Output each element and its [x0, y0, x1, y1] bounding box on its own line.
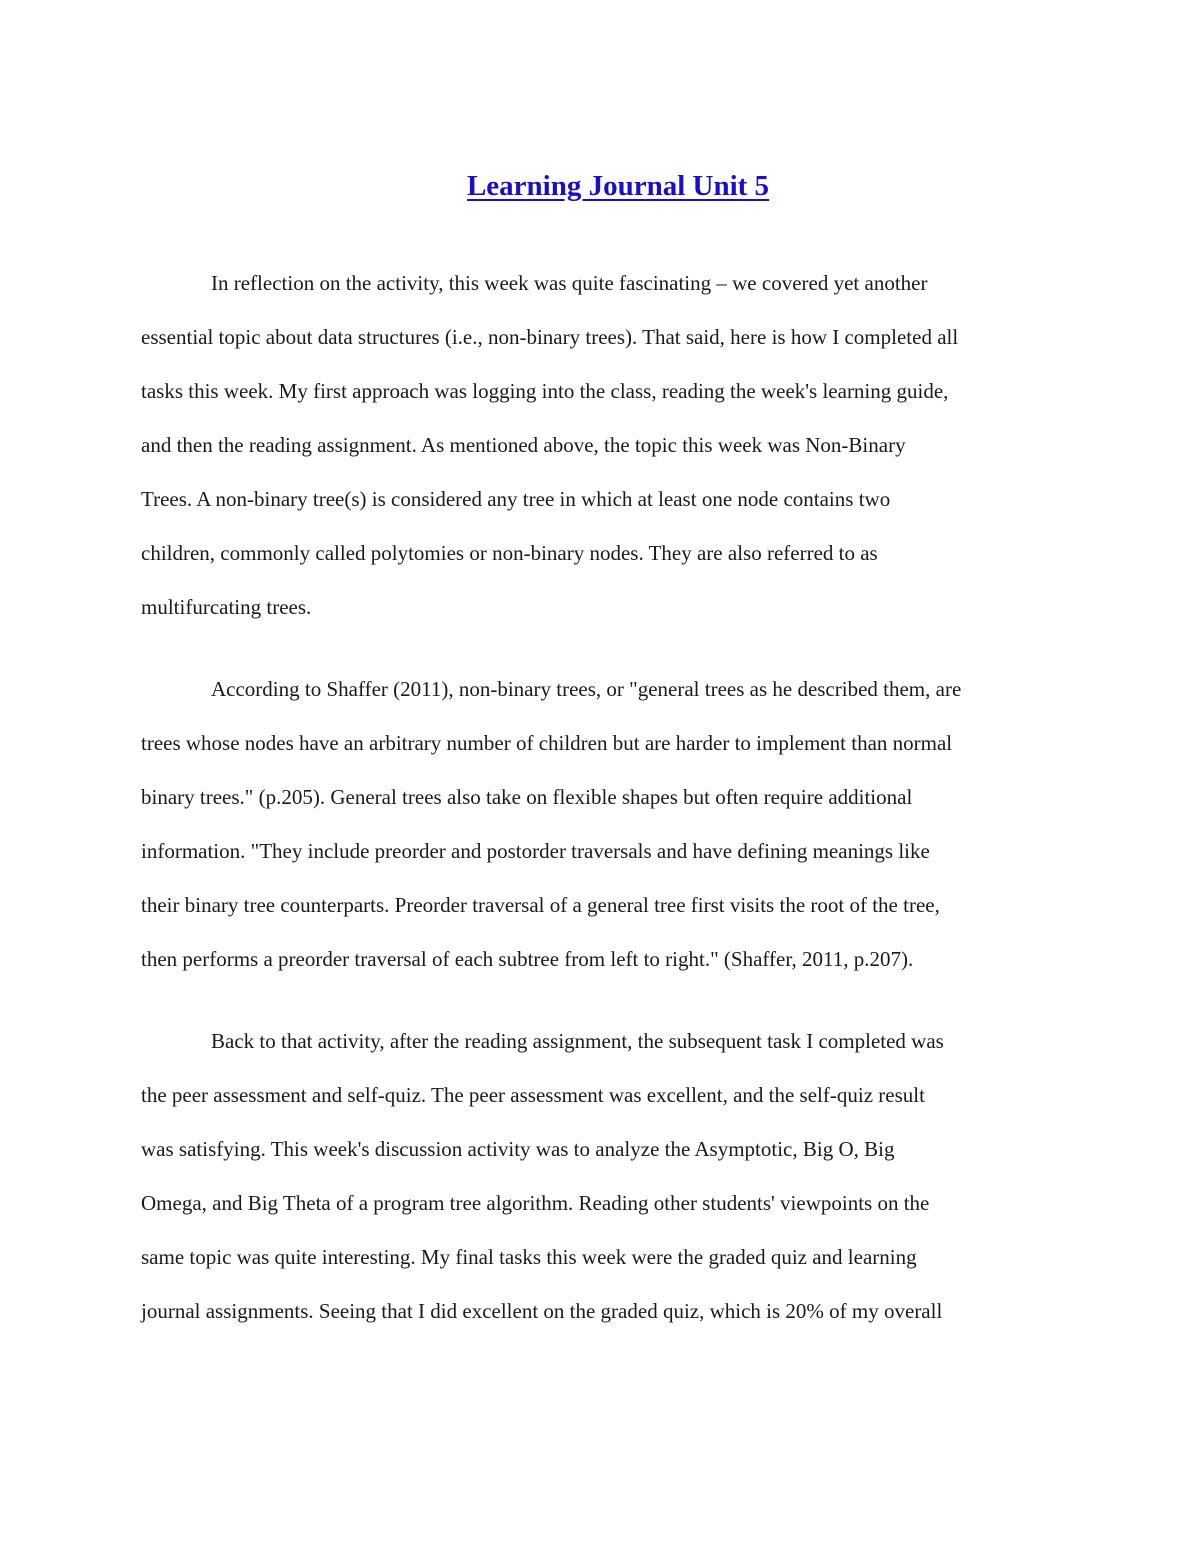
paragraph-line: the peer assessment and self-quiz. The peer assessment was excellent, and the self-quiz result	[141, 1083, 925, 1107]
paragraph-line: and then the reading assignment. As mentioned above, the topic this week was Non-Binary	[141, 433, 906, 457]
paragraph-line: was satisfying. This week's discussion activity was to analyze the Asymptotic, Big O, Big	[141, 1137, 895, 1161]
paragraph-line: essential topic about data structures (i.e., non-binary trees). That said, here is how I completed all	[141, 325, 959, 349]
paragraph-line: Omega, and Big Theta of a program tree algorithm. Reading other students' viewpoints on the	[141, 1191, 930, 1215]
paragraph-line: binary trees." (p.205). General trees also take on flexible shapes but often require additional	[141, 785, 913, 809]
paragraph-line: their binary tree counterparts. Preorder traversal of a general tree first visits the root of the tree,	[141, 893, 940, 917]
page-title	[0, 166, 1200, 206]
paragraph-line: In reflection on the activity, this week was quite fascinating – we covered yet another	[211, 271, 928, 295]
paragraph-line: tasks this week. My first approach was logging into the class, reading the week's learning guide,	[141, 379, 949, 403]
paragraph-line: then performs a preorder traversal of each subtree from left to right." (Shaffer, 2011, p.207).	[141, 947, 914, 971]
paragraph-line: According to Shaffer (2011), non-binary trees, or "general trees as he described them, are	[211, 677, 962, 701]
paragraph-line: trees whose nodes have an arbitrary number of children but are harder to implement than normal	[141, 731, 953, 755]
paragraph-line: Trees. A non-binary tree(s) is considered any tree in which at least one node contains two	[141, 487, 891, 511]
paragraph-line: Back to that activity, after the reading assignment, the subsequent task I completed was	[211, 1029, 944, 1053]
title-link[interactable]: Learning Journal Unit 5	[466, 170, 770, 202]
paragraph-line: multifurcating trees.	[141, 595, 312, 619]
paragraph-line: children, commonly called polytomies or non-binary nodes. They are also referred to as	[141, 541, 878, 565]
paragraph-line: journal assignments. Seeing that I did excellent on the graded quiz, which is 20% of my overall	[141, 1299, 943, 1323]
paragraph-line: same topic was quite interesting. My final tasks this week were the graded quiz and learning	[141, 1245, 917, 1269]
paragraph-line: information. "They include preorder and postorder traversals and have defining meanings like	[141, 839, 930, 863]
